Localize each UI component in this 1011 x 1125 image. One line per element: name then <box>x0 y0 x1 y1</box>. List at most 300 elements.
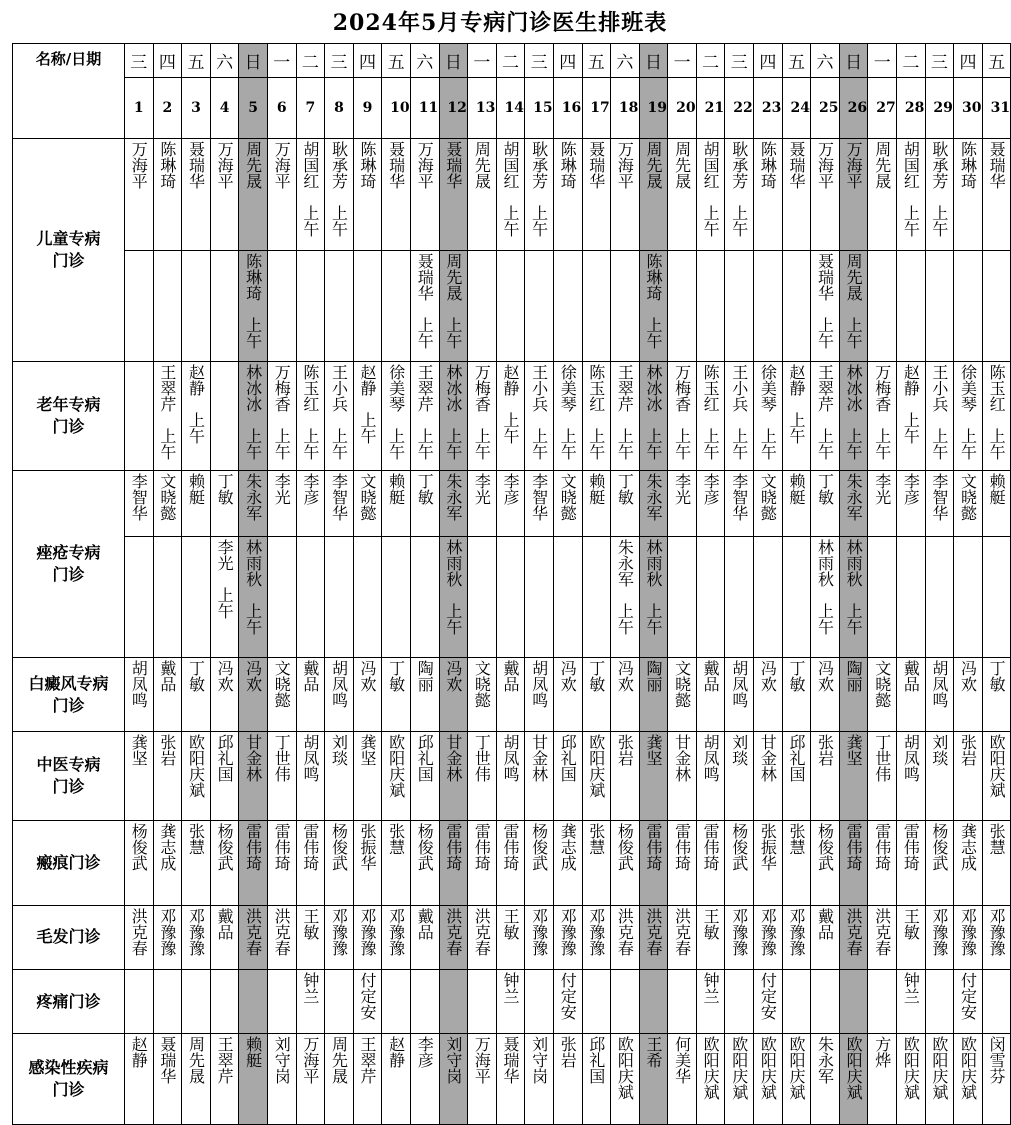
date-number: 4 <box>219 99 230 116</box>
doctor-cell <box>639 1034 668 1125</box>
doctor-cell <box>725 820 754 905</box>
doctor-cell <box>982 362 1011 471</box>
doctor-cell <box>668 470 697 536</box>
doctor-cell <box>410 537 439 658</box>
doctor-cell <box>668 820 697 905</box>
weekday-cell: 六 <box>210 44 239 78</box>
doctor-cell <box>468 657 497 731</box>
doctor-name: 戴品 <box>415 907 435 940</box>
schedule-row <box>13 251 1011 362</box>
doctor-name: 付定安 <box>758 971 778 1020</box>
doctor-name: 冯欢 <box>958 659 978 692</box>
doctor-cell <box>782 362 811 471</box>
doctor-cell <box>353 820 382 905</box>
doctor-name: 邱礼国 <box>786 734 806 783</box>
date-cell <box>410 78 439 138</box>
doctor-cell <box>410 905 439 969</box>
doctor-name: 胡凤鸣 <box>529 659 549 708</box>
doctor-cell <box>182 732 211 821</box>
doctor-cell <box>611 537 640 658</box>
doctor-name: 戴品 <box>215 907 235 940</box>
doctor-cell <box>982 657 1011 731</box>
doctor-cell <box>897 657 926 731</box>
doctor-cell <box>954 905 983 969</box>
doctor-cell <box>696 362 725 471</box>
doctor-cell <box>611 905 640 969</box>
date-number: 28 <box>904 99 925 116</box>
doctor-name: 周先晟 <box>243 140 263 189</box>
doctor-name: 王希 <box>643 1036 663 1069</box>
doctor-cell <box>153 470 182 536</box>
doctor-cell <box>353 537 382 658</box>
doctor-cell <box>782 657 811 731</box>
doctor-name: 胡国红 上午 <box>701 140 721 237</box>
doctor-name: 林冰冰 上午 <box>443 364 463 461</box>
doctor-cell <box>611 470 640 536</box>
date-cell <box>296 78 325 138</box>
date-cell <box>267 78 296 138</box>
doctor-cell <box>897 537 926 658</box>
doctor-cell <box>296 362 325 471</box>
date-number: 21 <box>704 99 725 116</box>
doctor-cell <box>410 820 439 905</box>
doctor-cell <box>811 362 840 471</box>
doctor-name: 周先晟 <box>329 1036 349 1085</box>
doctor-name: 冯欢 <box>443 659 463 692</box>
doctor-cell <box>382 1034 411 1125</box>
weekday-cell: 五 <box>382 44 411 78</box>
doctor-cell <box>611 1034 640 1125</box>
doctor-cell <box>925 905 954 969</box>
doctor-name: 李智华 <box>329 472 349 521</box>
doctor-name: 雷伟琦 <box>901 822 921 871</box>
doctor-name: 欧阳庆斌 <box>729 1036 749 1101</box>
doctor-cell <box>925 969 954 1033</box>
doctor-cell <box>325 1034 354 1125</box>
doctor-name: 丁敏 <box>386 659 406 692</box>
doctor-cell <box>725 362 754 471</box>
doctor-name: 何美华 <box>672 1036 692 1085</box>
doctor-name: 冯欢 <box>243 659 263 692</box>
doctor-name: 陈琳琦 <box>358 140 378 189</box>
doctor-cell <box>725 1034 754 1125</box>
doctor-name: 甘金林 <box>443 734 463 783</box>
doctor-cell <box>696 969 725 1033</box>
doctor-name: 邓豫豫 <box>786 907 806 956</box>
doctor-name: 赵静 上午 <box>901 364 921 445</box>
doctor-name: 林冰冰 上午 <box>243 364 263 461</box>
doctor-cell <box>553 820 582 905</box>
weekday-cell: 三 <box>325 44 354 78</box>
date-number: 15 <box>533 99 553 116</box>
doctor-cell <box>525 537 554 658</box>
doctor-name: 万梅香 上午 <box>872 364 892 461</box>
date-cell <box>839 78 868 138</box>
schedule-row <box>13 138 1011 251</box>
doctor-cell <box>925 362 954 471</box>
doctor-cell <box>382 362 411 471</box>
doctor-cell <box>754 470 783 536</box>
doctor-cell <box>525 905 554 969</box>
doctor-cell <box>582 969 611 1033</box>
doctor-name: 欧阳庆斌 <box>987 734 1007 799</box>
doctor-name: 付定安 <box>958 971 978 1020</box>
doctor-cell <box>468 138 497 251</box>
date-cell <box>982 78 1011 138</box>
doctor-name: 邓豫豫 <box>329 907 349 956</box>
doctor-cell <box>954 969 983 1033</box>
doctor-name: 文晓懿 <box>472 659 492 708</box>
doctor-cell <box>410 657 439 731</box>
doctor-cell <box>954 537 983 658</box>
doctor-cell <box>811 470 840 536</box>
date-number: 18 <box>618 99 639 116</box>
doctor-cell <box>982 251 1011 362</box>
doctor-cell <box>496 1034 525 1125</box>
doctor-name: 张慧 <box>386 822 406 855</box>
doctor-name: 龚坚 <box>844 734 864 767</box>
doctor-cell <box>925 537 954 658</box>
doctor-name: 戴品 <box>815 907 835 940</box>
doctor-cell <box>153 1034 182 1125</box>
doctor-name: 李光 <box>472 472 492 505</box>
doctor-cell <box>496 732 525 821</box>
doctor-cell <box>754 138 783 251</box>
doctor-cell <box>239 470 268 536</box>
clinic-name: 痤疮专病 门诊 <box>13 470 125 657</box>
doctor-name: 万海平 <box>129 140 149 189</box>
doctor-cell <box>839 251 868 362</box>
doctor-cell <box>582 362 611 471</box>
doctor-cell <box>782 969 811 1033</box>
doctor-name: 邱礼国 <box>586 1036 606 1085</box>
doctor-cell <box>239 657 268 731</box>
schedule-row <box>13 820 1011 905</box>
doctor-cell <box>811 1034 840 1125</box>
doctor-name: 胡国红 上午 <box>901 140 921 237</box>
doctor-cell <box>239 820 268 905</box>
doctor-name: 聂瑞华 <box>786 140 806 189</box>
doctor-cell <box>468 969 497 1033</box>
doctor-cell <box>725 537 754 658</box>
doctor-name: 欧阳庆斌 <box>958 1036 978 1101</box>
weekday-cell: 四 <box>954 44 983 78</box>
doctor-name: 龚志成 <box>558 822 578 871</box>
doctor-cell <box>839 362 868 471</box>
doctor-cell <box>325 138 354 251</box>
date-cell <box>611 78 640 138</box>
date-cell <box>696 78 725 138</box>
date-number: 6 <box>276 99 287 116</box>
doctor-cell <box>496 537 525 658</box>
date-cell <box>325 78 354 138</box>
date-number: 22 <box>733 99 753 116</box>
doctor-name: 刘守岗 <box>443 1036 463 1085</box>
doctor-cell <box>754 905 783 969</box>
doctor-cell <box>897 905 926 969</box>
doctor-cell <box>496 470 525 536</box>
doctor-name: 文晓懿 <box>358 472 378 521</box>
doctor-name: 欧阳庆斌 <box>844 1036 864 1101</box>
doctor-name: 周先晟 <box>186 1036 206 1085</box>
schedule-row <box>13 470 1011 536</box>
doctor-name: 胡凤鸣 <box>329 659 349 708</box>
doctor-cell <box>353 251 382 362</box>
date-number: 31 <box>990 99 1011 116</box>
date-number: 5 <box>248 99 259 116</box>
doctor-cell <box>153 537 182 658</box>
doctor-cell <box>496 251 525 362</box>
doctor-name: 聂瑞华 <box>157 1036 177 1085</box>
doctor-name: 杨俊武 <box>529 822 549 871</box>
doctor-name: 李智华 <box>729 472 749 521</box>
doctor-name: 朱永军 <box>844 472 864 521</box>
doctor-name: 文晓懿 <box>558 472 578 521</box>
doctor-cell <box>868 537 897 658</box>
doctor-cell <box>754 362 783 471</box>
doctor-name: 戴品 <box>701 659 721 692</box>
doctor-cell <box>897 251 926 362</box>
doctor-name: 张岩 <box>815 734 835 767</box>
doctor-cell <box>153 820 182 905</box>
date-cell <box>210 78 239 138</box>
doctor-cell <box>611 732 640 821</box>
doctor-cell <box>897 138 926 251</box>
doctor-cell <box>239 138 268 251</box>
doctor-cell <box>182 969 211 1033</box>
date-number: 11 <box>418 99 439 116</box>
weekday-cell: 三 <box>725 44 754 78</box>
doctor-cell <box>468 1034 497 1125</box>
doctor-cell <box>525 657 554 731</box>
doctor-name: 戴品 <box>157 659 177 692</box>
doctor-name: 钟兰 <box>701 971 721 1004</box>
doctor-name: 欧阳庆斌 <box>701 1036 721 1101</box>
doctor-name: 胡凤鸣 <box>300 734 320 783</box>
doctor-name: 聂瑞华 <box>386 140 406 189</box>
doctor-name: 李彦 <box>501 472 521 505</box>
doctor-name: 胡凤鸣 <box>929 659 949 708</box>
doctor-name: 陈玉红 上午 <box>701 364 721 461</box>
doctor-cell <box>782 251 811 362</box>
doctor-name: 万梅香 上午 <box>672 364 692 461</box>
doctor-cell <box>210 362 239 471</box>
doctor-name: 赵静 上午 <box>186 364 206 445</box>
weekday-cell: 二 <box>897 44 926 78</box>
doctor-cell <box>296 657 325 731</box>
doctor-cell <box>267 537 296 658</box>
doctor-cell <box>525 969 554 1033</box>
doctor-cell <box>668 657 697 731</box>
doctor-name: 王小兵 上午 <box>929 364 949 461</box>
doctor-name: 李智华 <box>529 472 549 521</box>
doctor-cell <box>525 251 554 362</box>
doctor-cell <box>153 362 182 471</box>
doctor-name: 戴品 <box>300 659 320 692</box>
doctor-cell <box>468 732 497 821</box>
weekday-cell: 三 <box>525 44 554 78</box>
doctor-cell <box>839 1034 868 1125</box>
weekday-cell: 三 <box>925 44 954 78</box>
doctor-cell <box>439 1034 468 1125</box>
doctor-cell <box>239 251 268 362</box>
doctor-name: 欧阳庆斌 <box>929 1036 949 1101</box>
doctor-name: 冯欢 <box>558 659 578 692</box>
date-cell <box>439 78 468 138</box>
clinic-name: 瘢痕门诊 <box>13 820 125 905</box>
doctor-cell <box>782 905 811 969</box>
doctor-cell <box>353 470 382 536</box>
doctor-name: 万海平 <box>815 140 835 189</box>
doctor-name: 万梅香 上午 <box>472 364 492 461</box>
doctor-cell <box>611 657 640 731</box>
doctor-name: 万梅香 上午 <box>272 364 292 461</box>
doctor-name: 周先晟 <box>872 140 892 189</box>
doctor-cell <box>267 969 296 1033</box>
doctor-cell <box>525 138 554 251</box>
doctor-name: 林雨秋 上午 <box>443 539 463 636</box>
doctor-name: 雷伟琦 <box>300 822 320 871</box>
doctor-cell <box>839 138 868 251</box>
doctor-name: 丁敏 <box>786 659 806 692</box>
doctor-name: 冯欢 <box>758 659 778 692</box>
doctor-cell <box>611 362 640 471</box>
doctor-name: 付定安 <box>358 971 378 1020</box>
doctor-name: 欧阳庆斌 <box>786 1036 806 1101</box>
doctor-name: 陈玉红 上午 <box>586 364 606 461</box>
date-cell <box>582 78 611 138</box>
doctor-name: 万海平 <box>215 140 235 189</box>
doctor-cell <box>553 470 582 536</box>
doctor-cell <box>267 905 296 969</box>
weekday-cell: 日 <box>239 44 268 78</box>
doctor-cell <box>296 905 325 969</box>
doctor-name: 冯欢 <box>615 659 635 692</box>
doctor-name: 张振华 <box>358 822 378 871</box>
doctor-name: 周先晟 <box>643 140 663 189</box>
date-number: 29 <box>933 99 953 116</box>
doctor-name: 聂瑞华 上午 <box>815 253 835 350</box>
doctor-name: 甘金林 <box>529 734 549 783</box>
doctor-name: 陈琳琦 上午 <box>243 253 263 350</box>
doctor-cell <box>496 905 525 969</box>
doctor-cell <box>925 470 954 536</box>
doctor-cell <box>897 820 926 905</box>
doctor-name: 洪克春 <box>472 907 492 956</box>
doctor-name: 邓豫豫 <box>558 907 578 956</box>
doctor-cell <box>182 657 211 731</box>
doctor-name: 文晓懿 <box>672 659 692 708</box>
doctor-cell <box>439 470 468 536</box>
doctor-cell <box>696 1034 725 1125</box>
doctor-cell <box>382 470 411 536</box>
doctor-cell <box>611 969 640 1033</box>
weekday-cell: 四 <box>754 44 783 78</box>
doctor-name: 陈琳琦 上午 <box>643 253 663 350</box>
doctor-name: 龚坚 <box>129 734 149 767</box>
doctor-name: 耿承芳 上午 <box>729 140 749 237</box>
doctor-name: 林雨秋 上午 <box>243 539 263 636</box>
doctor-name: 李彦 <box>300 472 320 505</box>
doctor-cell <box>639 251 668 362</box>
doctor-name: 赖艇 <box>186 472 206 505</box>
doctor-cell <box>267 362 296 471</box>
doctor-cell <box>267 820 296 905</box>
doctor-cell <box>553 969 582 1033</box>
header-label: 名称/日期 <box>13 44 125 139</box>
doctor-name: 周先晟 <box>672 140 692 189</box>
doctor-cell <box>525 362 554 471</box>
doctor-name: 邱礼国 <box>558 734 578 783</box>
doctor-name: 雷伟琦 <box>701 822 721 871</box>
doctor-cell <box>696 732 725 821</box>
doctor-name: 张岩 <box>615 734 635 767</box>
doctor-cell <box>468 251 497 362</box>
doctor-cell <box>668 732 697 821</box>
doctor-cell <box>468 362 497 471</box>
doctor-name: 丁敏 <box>987 659 1007 692</box>
doctor-cell <box>839 470 868 536</box>
doctor-cell <box>811 657 840 731</box>
doctor-cell <box>982 470 1011 536</box>
date-cell <box>725 78 754 138</box>
doctor-cell <box>267 657 296 731</box>
weekday-cell: 六 <box>611 44 640 78</box>
doctor-name: 张岩 <box>958 734 978 767</box>
doctor-cell <box>782 820 811 905</box>
doctor-name: 朱永军 <box>643 472 663 521</box>
weekday-cell: 五 <box>182 44 211 78</box>
doctor-cell <box>410 251 439 362</box>
doctor-cell <box>925 251 954 362</box>
doctor-cell <box>353 732 382 821</box>
weekday-cell: 五 <box>982 44 1011 78</box>
doctor-cell <box>925 657 954 731</box>
doctor-name: 欧阳庆斌 <box>186 734 206 799</box>
date-number: 30 <box>962 99 982 116</box>
doctor-cell <box>125 362 154 471</box>
doctor-cell <box>382 657 411 731</box>
doctor-cell <box>754 820 783 905</box>
date-header-row <box>13 78 1011 138</box>
doctor-cell <box>210 470 239 536</box>
doctor-cell <box>553 362 582 471</box>
doctor-name: 丁敏 <box>815 472 835 505</box>
date-cell <box>954 78 983 138</box>
doctor-cell <box>296 820 325 905</box>
doctor-cell <box>754 537 783 658</box>
date-number: 7 <box>305 99 316 116</box>
doctor-name: 胡国红 上午 <box>501 140 521 237</box>
doctor-name: 聂瑞华 <box>186 140 206 189</box>
doctor-name: 雷伟琦 <box>243 822 263 871</box>
doctor-name: 甘金林 <box>758 734 778 783</box>
doctor-name: 甘金林 <box>243 734 263 783</box>
doctor-name: 李智华 <box>129 472 149 521</box>
doctor-cell <box>982 537 1011 658</box>
doctor-name: 陶丽 <box>844 659 864 692</box>
doctor-name: 丁世伟 <box>472 734 492 783</box>
doctor-cell <box>868 969 897 1033</box>
doctor-cell <box>754 251 783 362</box>
doctor-cell <box>582 820 611 905</box>
doctor-cell <box>782 732 811 821</box>
doctor-name: 刘守岗 <box>529 1036 549 1085</box>
doctor-cell <box>125 969 154 1033</box>
doctor-cell <box>839 969 868 1033</box>
doctor-name: 冯欢 <box>815 659 835 692</box>
doctor-cell <box>439 820 468 905</box>
